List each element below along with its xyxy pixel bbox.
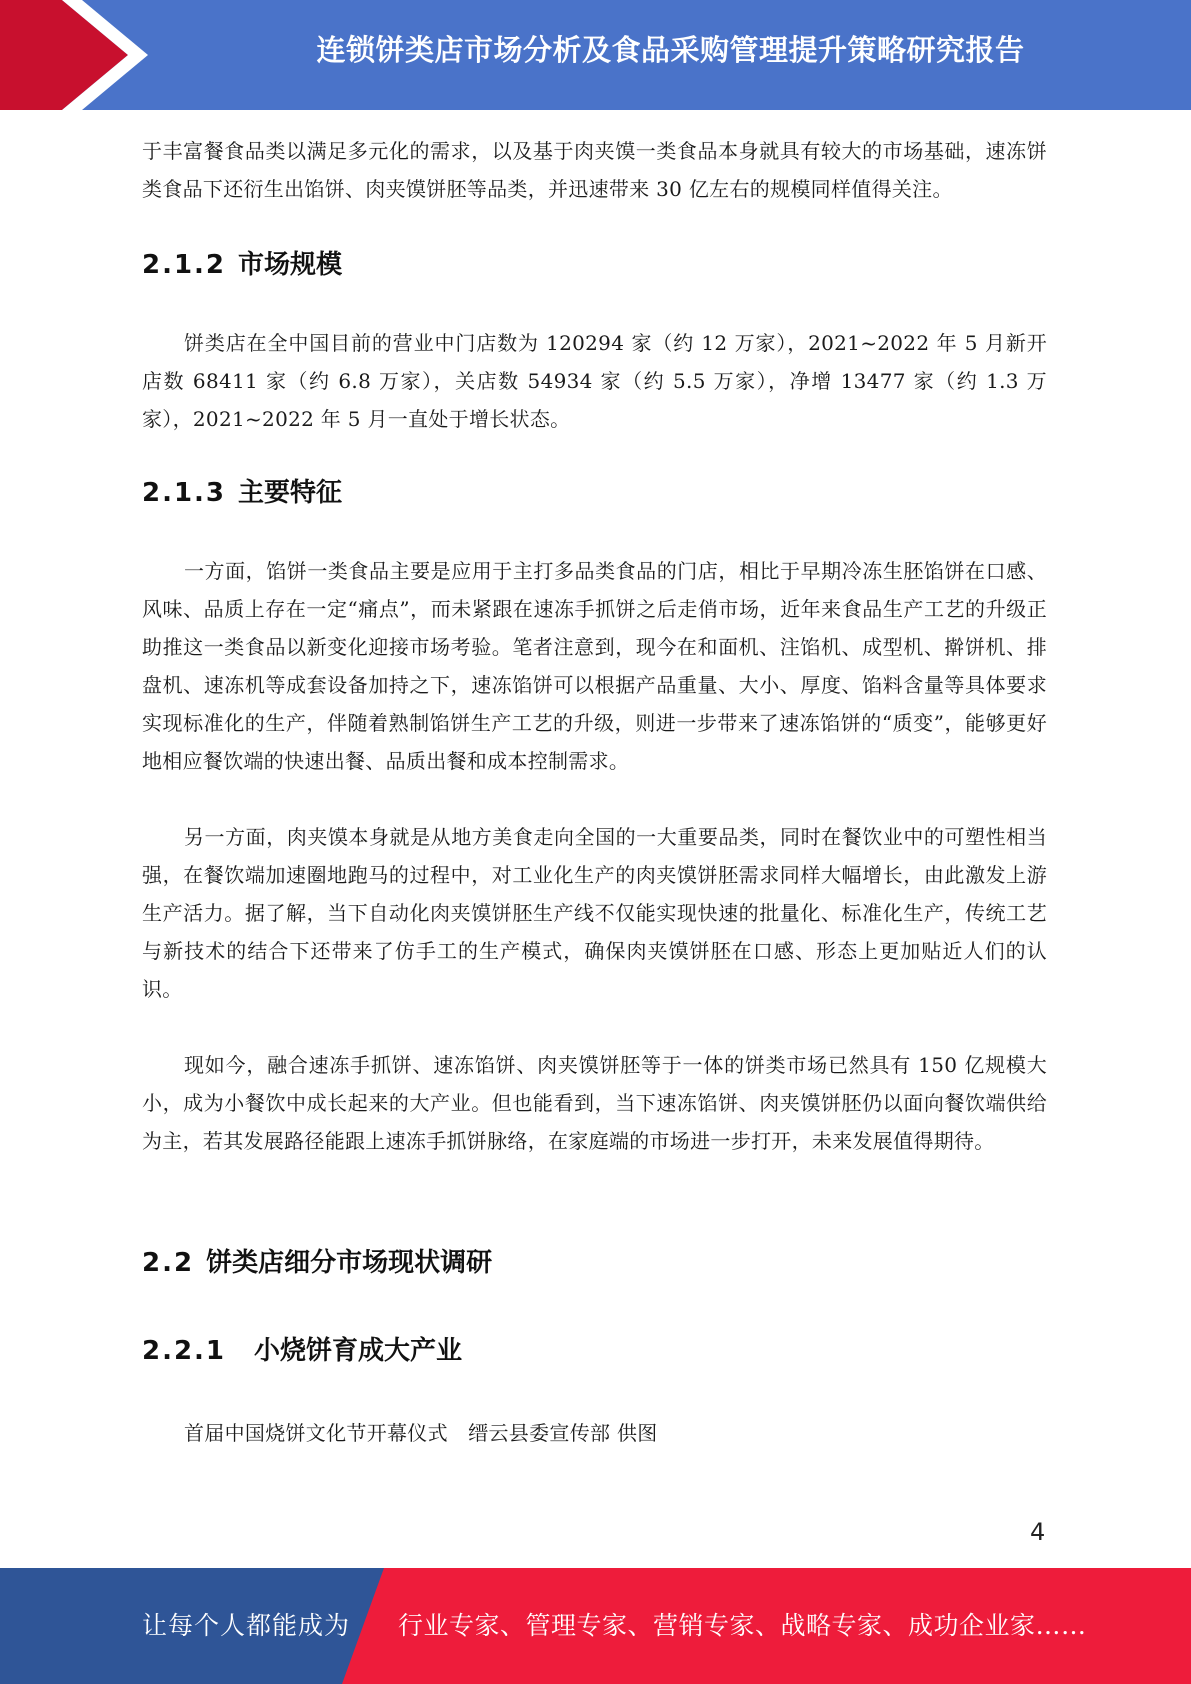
section-title: 小烧饼育成大产业 <box>254 1336 463 1366</box>
image-caption: 首届中国烧饼文化节开幕仪式 缙云县委宣传部 供图 <box>184 1421 658 1445</box>
body-paragraph: 一方面，馅饼一类食品主要是应用于主打多品类食品的门店，相比于早期冷冻生胚馅饼在口感、风味、品质上存在一定“痛点”，而未紧跟在速冻手抓饼之后走俏市场，近年来食品生产工艺的升级正助推这一类食品以新变化迎接市场考验。笔者注意到，现今在和面机、注馅机、成型机、擀饼机、排盘机、速冻机等成套设备加持之下，速冻馅饼可以根据产品重量、大小、厚度、馅料含量等具体要求实现标准化的生产，伴随着熟制馅饼生产工艺的升级，则进一步带来了速冻馅饼的“质变”，能够更好地相应餐饮端的快速出餐、品质出餐和成本控制需求。 <box>142 559 1047 773</box>
report-title: 连锁饼类店市场分析及食品采购管理提升策略研究报告 <box>316 33 1025 67</box>
section-title: 市场规模 <box>238 250 343 280</box>
section-number: 2.2 <box>142 1248 195 1278</box>
section-heading-2-2-1 <box>142 1334 1047 1368</box>
section-title: 主要特征 <box>238 478 343 508</box>
page-header <box>0 0 1191 110</box>
section-heading-2-1-3 <box>142 476 1047 510</box>
section-title: 饼类店细分市场现状调研 <box>206 1248 493 1278</box>
footer-slogan-right: 行业专家、管理专家、营销专家、战略专家、成功企业家…… <box>398 1611 1087 1640</box>
body-paragraph: 另一方面，肉夹馍本身就是从地方美食走向全国的一大重要品类，同时在餐饮业中的可塑性相当强，在餐饮端加速圈地跑马的过程中，对工业化生产的肉夹馍饼胚需求同样大幅增长，由此激发上游生产活力。据了解，当下自动化肉夹馍饼胚生产线不仅能实现快速的批量化、标准化生产，传统工艺与新技术的结合下还带来了仿手工的生产模式，确保肉夹馍饼胚在口感、形态上更加贴近人们的认识。 <box>142 825 1047 1001</box>
page-footer <box>0 1568 1191 1684</box>
section-heading-2-2 <box>142 1246 1047 1280</box>
page-number: 4 <box>1030 1518 1046 1546</box>
body-paragraph: 现如今，融合速冻手抓饼、速冻馅饼、肉夹馍饼胚等于一体的饼类市场已然具有 150 亿规模大小，成为小餐饮中成长起来的大产业。但也能看到，当下速冻馅饼、肉夹馍饼胚仍以面向餐饮端供给为主，若其发展路径能跟上速冻手抓饼脉络，在家庭端的市场进一步打开，未来发展值得期待。 <box>142 1053 1047 1153</box>
section-heading-2-1-2 <box>142 248 1047 282</box>
footer-slogan-left: 让每个人都能成为 <box>142 1611 351 1640</box>
section-number: 2.1.3 <box>142 478 227 508</box>
section-number: 2.1.2 <box>142 250 227 280</box>
body-paragraph: 饼类店在全中国目前的营业中门店数为 120294 家（约 12 万家），2021~2022 年 5 月新开店数 68411 家（约 6.8 万家），关店数 54934 家（约 5.5 万家），净增 13477 家（约 1.3 万家），2021~2022 年 5 月一直处于增长状态。 <box>142 331 1047 431</box>
body-paragraph: 于丰富餐食品类以满足多元化的需求，以及基于肉夹馍一类食品本身就具有较大的市场基础，速冻饼类食品下还衍生出馅饼、肉夹馍饼胚等品类，并迅速带来 30 亿左右的规模同样值得关注。 <box>142 139 1047 201</box>
section-number: 2.2.1 <box>142 1336 227 1366</box>
header-arrow-decoration <box>0 0 160 110</box>
document-body <box>142 132 1047 1452</box>
